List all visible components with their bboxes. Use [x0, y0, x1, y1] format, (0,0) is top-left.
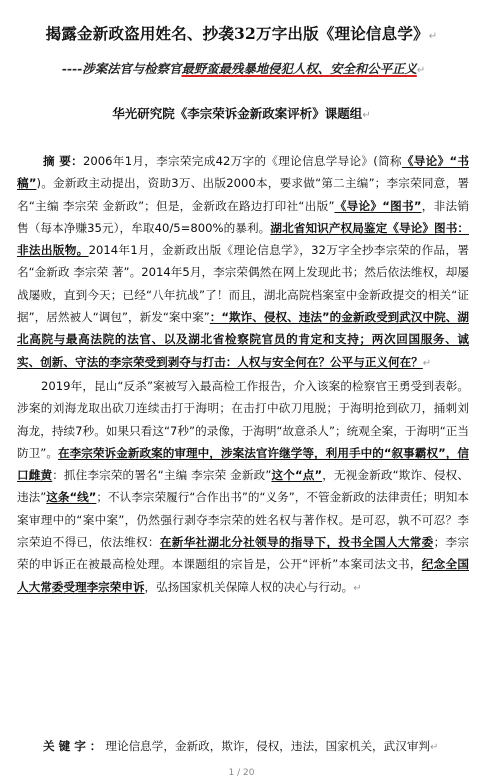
abstract-label: 摘 要： — [43, 154, 83, 168]
p2-run: 在李宗荣诉金新政案的审理中，涉案法官许继学等，利用手中的“叙事霸权”，信口雌黄 — [17, 445, 469, 483]
p1-run: 《导论》“图书” — [334, 198, 422, 213]
keywords-line — [17, 738, 475, 754]
p1-run: ：“欺诈、侵权、违法”的金新政受到武汉中院、湖北高院与最高法院的法官、以及湖北省检察院官员的肯定和支持；两次回国服务、诚实、创新、守法的李宗荣受到剥夺与打击：人权与安全何在？公平与正义何在？ — [17, 310, 469, 369]
p1-run: )。金新政主动提出，资助3万、出版2000本，要求做“第二主编”；李宗荣同意，署名“主编 李宗荣 金新政”；但是，金新政在路边打印社“出版” — [17, 176, 470, 213]
p1-run: 2006年1月，李宗荣完成42万字的《理论信息学导论》(简称 — [83, 154, 402, 168]
p2-run: ；李宗荣的申诉正在被最高检处理。本课题组的宗旨是，公开“评析”本案司法文书， — [17, 535, 469, 572]
paragraph-mark-icon: ↵ — [353, 582, 362, 594]
p2-run: ；不认李宗荣履行“合作出书”的“义务”，不管金新政的法律责任；明知本案审理中的“案中案”，仍然强行剥夺李宗荣的姓名权与著作权。是可忍，孰不可忍？李宗荣迫不得已，依法维权： — [17, 490, 469, 550]
document-subtitle — [8, 59, 479, 77]
p1-run: 2014年1月，金新政出版《理论信息学》，32万字全抄李宗荣的作品，署名“金新政 李宗荣 著”。2014年5月，李宗荣偶然在网上发现此书；然后依法维权，却屡战屡败，直到今天；已经“八年抗战”了！而且，湖北高院档案室中金新政提交的相关“证据”，居然被人“调包”，新发“案中案” — [17, 243, 469, 325]
subtitle-red-underlined: 最野蛮最残暴地侵犯人权、安全和公平正义 — [181, 61, 417, 76]
p2-run: 这个“点” — [271, 468, 323, 483]
p2-run: ：抓住李宗荣的署名“主编 李宗荣 金新政” — [52, 468, 272, 483]
abstract-paragraph-2 — [17, 375, 469, 600]
p2-run: 这条“线” — [46, 490, 97, 505]
paragraph-mark-icon: ↵ — [428, 31, 438, 42]
paragraph-mark-icon: ↵ — [416, 65, 426, 76]
keywords-text: 理论信息学，金新政，欺诈，侵权，违法，国家机关，武汉审判 — [105, 739, 431, 753]
subtitle-prefix: ----涉案法官与检察官 — [61, 61, 182, 76]
paragraph-mark-icon: ↵ — [430, 742, 439, 753]
research-group-heading — [8, 104, 475, 122]
paragraph-mark-icon: ↵ — [362, 110, 371, 121]
page-indicator: 1 / 20 — [228, 768, 255, 778]
p1-run: 《导论》“书稿” — [17, 154, 469, 191]
paragraph-mark-icon: ↵ — [422, 357, 432, 369]
p2-run: 在新华社湖北分社领导的指导下，投书全国人大常委 — [159, 535, 434, 550]
p2-run: ，无视金新政“欺诈、侵权、违法” — [17, 468, 469, 505]
p2-run: 2019年，昆山“反杀”案被写入最高检工作报告，介入该案的检察官王勇受到表彰。涉案的刘海龙取出砍刀连续击打于海明；在击打中砍刀甩脱；于海明抢到砍刀，捅刺刘海龙，持续7秒。如果只看这“7秒”的录像，于海明“故意杀人”；统观全案，于海明“正当防卫”。 — [17, 378, 469, 460]
document-title — [8, 22, 475, 44]
p2-run: 纪念全国人大常委受理李宗荣申诉 — [17, 557, 469, 594]
title-text: 揭露金新政盗用姓名、抄袭32万字出版《理论信息学》 — [45, 24, 429, 43]
p1-run: ，非法销售（每本净赚35元），牟取40/5=800%的暴利。 — [17, 198, 469, 235]
abstract-paragraph-1 — [17, 150, 469, 375]
p1-run: 湖北省知识产权局鉴定《导论》图书：非法出版物。 — [17, 220, 469, 258]
abstract-section — [17, 150, 469, 600]
p2-run: ，弘扬国家机关保障人权的决心与行动。 — [144, 579, 354, 594]
group-name: 华光研究院《李宗荣诉金新政案评析》课题组 — [112, 106, 363, 121]
keywords-label: 关键字： — [43, 739, 106, 753]
